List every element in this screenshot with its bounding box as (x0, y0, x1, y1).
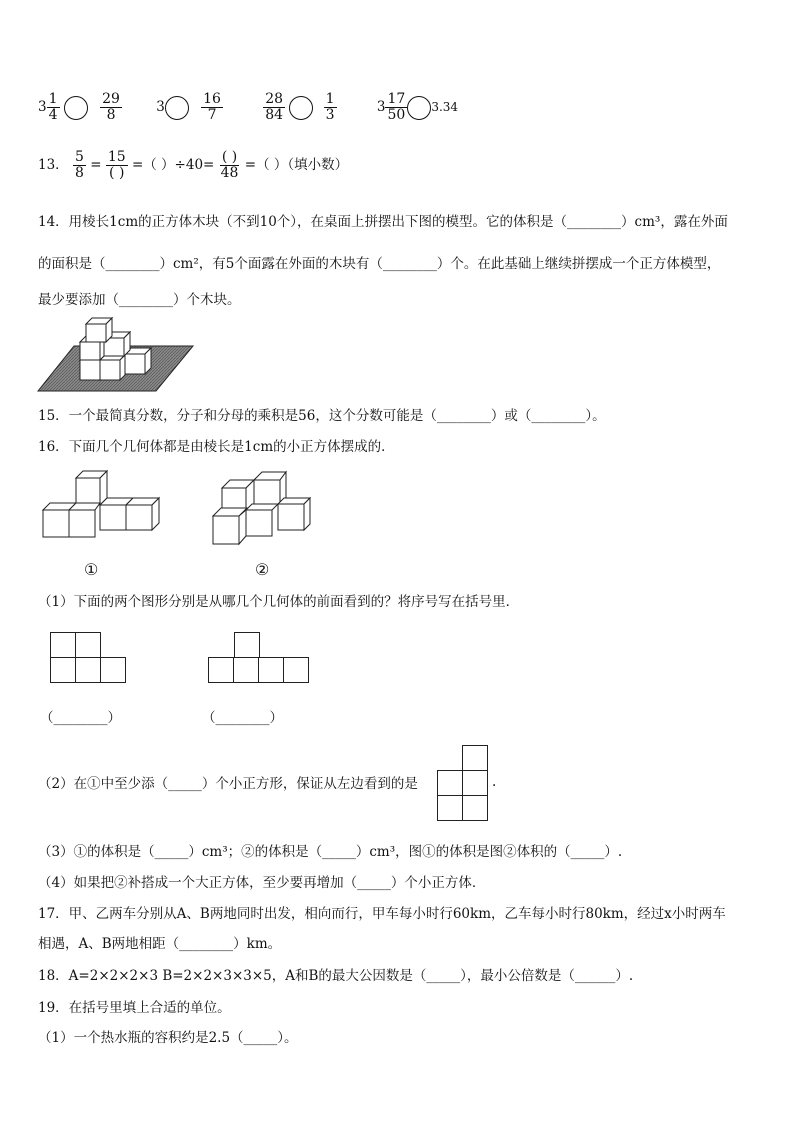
mixed-number (38, 91, 64, 123)
fraction: $\frac{28}{84}$ (265, 91, 284, 123)
cube-stack (80, 318, 151, 380)
sub2-period: . (492, 774, 497, 790)
q16-sub3: （3）①的体积是（_____）cm³；②的体积是（_____）cm³，图①的体积是图②体积的（_____）. (38, 844, 623, 860)
whole-part: 3 (376, 99, 386, 115)
compare-circle[interactable] (64, 96, 88, 120)
q14-line-3: 最少要添加（________）个木块。 (38, 292, 241, 308)
whole-part: 3 (156, 99, 165, 115)
equals-sign: = (90, 157, 102, 173)
whole-part: 3 (38, 99, 47, 115)
fraction: $\frac{( )}{48}$ (220, 149, 239, 181)
q16-sub4: （4）如果把②补搭成一个大正方体，至少要再增加（_____）个小正方体． (38, 875, 486, 891)
fraction: $\frac{15}{( )}$ (107, 149, 126, 181)
q19-title: 19．在括号里填上合适的单位。 (38, 1000, 231, 1016)
compare-circle[interactable] (289, 96, 313, 120)
q12-row (38, 92, 458, 123)
q16-sub2 (38, 774, 418, 794)
fraction: $\frac{17}{50}$ (387, 91, 406, 123)
sub2-text: （2）在①中至少添（_____）个小正方形，保证从左边看到的是 (38, 776, 418, 792)
q14-line-2: 的面积是（________）cm²，有5个面露在外面的木块有（________）个。在此基础上继续拼摆成一个正方体模型， (38, 256, 721, 272)
solid-figure-2 (212, 470, 317, 550)
q19-sub1: （1）一个热水瓶的容积约是2.5（_____）。 (38, 1030, 298, 1046)
left-view-grid (437, 745, 489, 823)
cube-model-figure (38, 318, 198, 393)
q17-line-2: 相遇，A、B两地相距（________）km。 (38, 936, 282, 952)
answer-blank-a[interactable]: （________） (40, 710, 121, 726)
expression-text: =（ ）÷40= (131, 157, 215, 173)
compare-circle[interactable] (407, 96, 431, 120)
front-view-b (208, 632, 318, 684)
front-view-a (50, 632, 130, 684)
fraction: $\frac{5}{8}$ (74, 149, 84, 181)
q17-line-1: 17．甲、乙两车分别从A、B两地同时出发，相向而行，甲车每小时行60km，乙车每小时行80km，经过x小时两车 (38, 906, 726, 922)
fraction: $\frac{1}{3}$ (325, 91, 335, 123)
q15-text: 15．一个最简真分数，分子和分母的乘积是56，这个分数可能是（________）或（________）。 (38, 408, 606, 424)
fraction: $\frac{16}{7}$ (203, 91, 221, 123)
figure-1-label: ① (84, 560, 99, 579)
q18-text: 18．A=2×2×2×3 B=2×2×3×3×5，A和B的最大公因数是（_____），最小公倍数是（______）. (38, 968, 634, 984)
expression-text: =（ ）（填小数） (244, 157, 349, 173)
q13-row (38, 150, 348, 181)
fraction: $\frac{29}{8}$ (102, 91, 120, 123)
figure-2-label: ② (255, 560, 270, 579)
q16-title: 16．下面几个几何体都是由棱长是1cm的小正方体摆成的． (38, 439, 395, 455)
fraction: $\frac{1}{4}$ (48, 91, 58, 123)
q16-sub1: （1）下面的两个图形分别是从哪几个几何体的前面看到的？将序号写在括号里． (38, 594, 520, 610)
answer-blank-b[interactable]: （________） (202, 710, 283, 726)
question-number: 13． (38, 157, 69, 173)
q14-line-1: 14．用棱长1cm的正方体木块（不到10个），在桌面上拼摆出下图的模型。它的体积是（________）cm³，露在外面 (38, 214, 728, 230)
decimal-value: 3.34 (431, 100, 459, 114)
solid-figure-1 (42, 470, 167, 540)
compare-circle[interactable] (165, 96, 189, 120)
